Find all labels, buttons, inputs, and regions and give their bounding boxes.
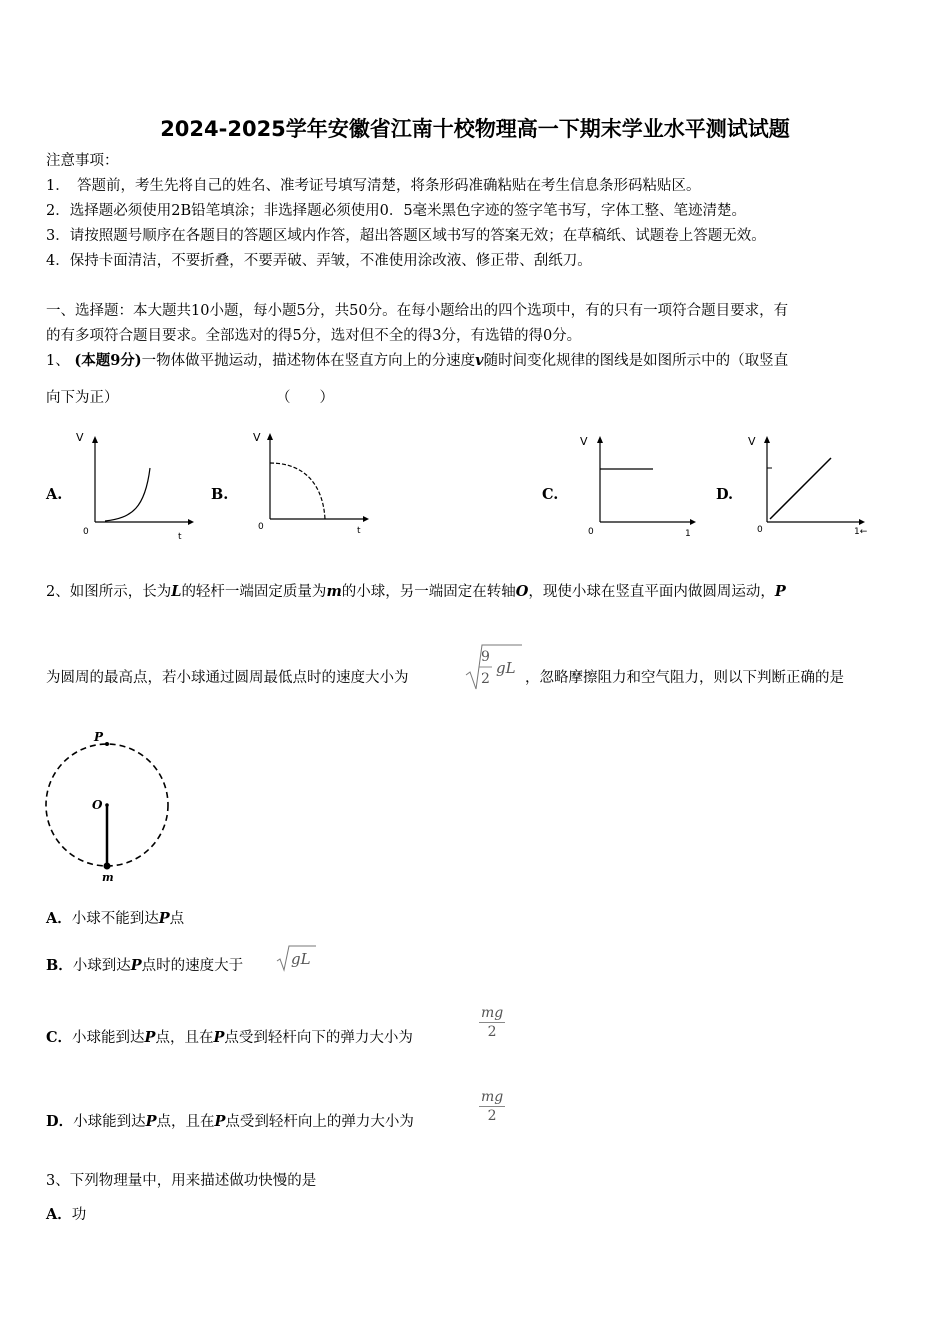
q3-option-a[interactable] [46,1205,86,1225]
var-p: P [130,957,142,974]
option-label: D． [46,1113,74,1130]
option-text: 点受到轻杆向上的弹力大小为 [225,1114,414,1130]
axis-y-label: V [253,431,261,444]
option-label: C． [46,1029,73,1046]
q1-stem-line2: 向下为正） [46,390,119,406]
sqrt-numerator: 9 [481,649,490,665]
q2-sqrt-radical [464,643,524,695]
origin-label: 0 [83,527,89,537]
y-axis-arrow-icon [267,433,273,440]
q2-option-d[interactable] [46,1112,414,1132]
q3-text: 下列物理量中，用来描述做功快慢的是 [69,1173,317,1189]
fraction-denominator: 2 [487,1108,497,1124]
q2-option-b-sqrt [276,944,318,972]
pivot-dot [105,803,109,807]
q1-number: 1、 [46,353,70,369]
option-text: 小球不能到达 [71,911,159,927]
label-p: P [94,730,104,744]
page-title: 2024-2025学年安徽省江南十校物理高一下期末学业水平测试试题 [160,117,790,141]
sqrt-tail: gL [496,659,516,677]
var-p: P [145,1113,157,1130]
axis-x-label: t [357,526,361,536]
q1-answer-blank: （ ） [276,390,334,406]
label-m: m [102,871,114,884]
q1-option-b-label[interactable]: B. [211,486,229,503]
q3-number: 3、 [46,1173,70,1189]
option-text: 点，且在 [155,1030,214,1046]
q2-text-d: ，现使小球在竖直平面内做圆周运动， [528,584,775,600]
q2-number: 2、 [46,584,70,600]
q2-var-p: P [774,583,786,600]
q1-graph-b [245,425,370,540]
notice-item: 2．选择题必须使用2B铅笔填涂；非选择题必须使用0．5毫米黑色字迹的签字笔书写，字体工整、笔迹清楚。 [46,203,747,219]
q2-var-m: m [326,583,342,600]
sqrt-denominator: 2 [481,671,490,687]
x-axis-arrow-icon [690,519,696,525]
axis-x-label: t [178,532,182,542]
fraction-numerator: mg [481,1005,504,1021]
q2-var-o: O [515,583,529,600]
label-o: O [92,798,103,812]
notice-item: 4．保持卡面清洁，不要折叠，不要弄破、弄皱，不准使用涂改液、修正带、刮纸刀。 [46,253,592,269]
section-intro-line1: 一、选择题：本大题共10小题，每小题5分，共50分。在每小题给出的四个选项中，有的只有一项符合题目要求，有 [46,303,789,319]
curve-arc [270,463,325,519]
y-axis-arrow-icon [597,436,603,443]
q2-option-d-fraction [479,1088,505,1125]
straight-line [770,458,831,519]
sqrt-content: gL [291,950,311,968]
ball [104,863,111,870]
q2-option-c[interactable] [46,1028,413,1048]
q2-var-l: L [171,583,182,600]
option-text: 点，且在 [156,1114,215,1130]
q3-stem [46,1171,316,1191]
option-text: 点时的速度大于 [141,958,244,974]
q1-stem-line1 [46,351,788,371]
q1-var-v: v [475,352,484,369]
option-text: 小球能到达 [73,1114,146,1130]
q2-text-c: 的小球，另一端固定在转轴 [341,584,516,600]
notice-heading: 注意事项： [46,153,119,169]
point-p-dot [105,742,109,746]
axis-y-label: V [748,435,756,448]
option-label: A． [46,910,72,927]
q1-graph-d [742,428,872,543]
q1-option-a-label[interactable]: A. [46,486,63,503]
option-label: A． [46,1206,72,1223]
var-p: P [214,1113,226,1130]
option-text: 功 [71,1207,87,1223]
notice-item: 1． 答题前，考生先将自己的姓名、准考证号填写清楚，将条形码准确粘贴在考生信息条形码粘贴区。 [46,178,701,194]
q2-circle-figure [40,725,180,885]
q2-stem-line1 [46,582,786,602]
q1-option-d-label[interactable]: D. [716,486,734,503]
origin-label: 0 [588,527,594,537]
option-text: 点 [169,911,185,927]
q1-text-b: 随时间变化规律的图线是如图所示中的（取竖直 [483,353,789,369]
curve-parabola [105,468,150,521]
q2-text-a: 如图所示，长为 [69,584,172,600]
var-p: P [144,1029,156,1046]
x-axis-arrow-icon [363,516,369,522]
fraction-denominator: 2 [487,1024,497,1040]
x-axis-arrow-icon [859,519,865,525]
var-p: P [213,1029,225,1046]
q1-graph-c [575,428,700,543]
q2-text-b: 的轻杆一端固定质量为 [181,584,327,600]
fraction-numerator: mg [481,1089,504,1105]
option-text: 小球到达 [72,958,131,974]
option-text: 点受到轻杆向下的弹力大小为 [224,1030,413,1046]
q2-stem-line2-b: ，忽略摩擦阻力和空气阻力，则以下判断正确的是 [525,670,844,686]
q1-graph-a [70,428,195,543]
var-p: P [158,910,170,927]
q2-option-c-fraction [479,1004,505,1041]
q1-text-a: 一物体做平抛运动，描述物体在竖直方向上的分速度 [141,353,476,369]
origin-label: 0 [258,522,264,532]
axis-y-label: V [580,435,588,448]
q2-option-a[interactable] [46,909,184,929]
option-label: B． [46,957,73,974]
notice-item: 3．请按照题号顺序在各题目的答题区域内作答，超出答题区域书写的答案无效；在草稿纸、试题卷上答题无效。 [46,228,766,244]
q2-option-b[interactable] [46,956,243,976]
origin-label: 0 [757,525,763,535]
section-intro-line2: 的有多项符合题目要求。全部选对的得5分，选对但不全的得3分，有选错的得0分。 [46,328,582,344]
y-axis-arrow-icon [764,436,770,443]
y-axis-arrow-icon [92,436,98,443]
axis-y-label: V [76,431,84,444]
q2-stem-line2-a: 为圆周的最高点，若小球通过圆周最低点时的速度大小为 [46,670,409,686]
q1-score: (本题9分) [74,352,142,369]
axis-x-label: 1 [685,529,691,539]
option-text: 小球能到达 [72,1030,145,1046]
axis-x-label: 1← [854,527,868,537]
q1-option-c-label[interactable]: C. [542,486,559,503]
x-axis-arrow-icon [188,519,194,525]
